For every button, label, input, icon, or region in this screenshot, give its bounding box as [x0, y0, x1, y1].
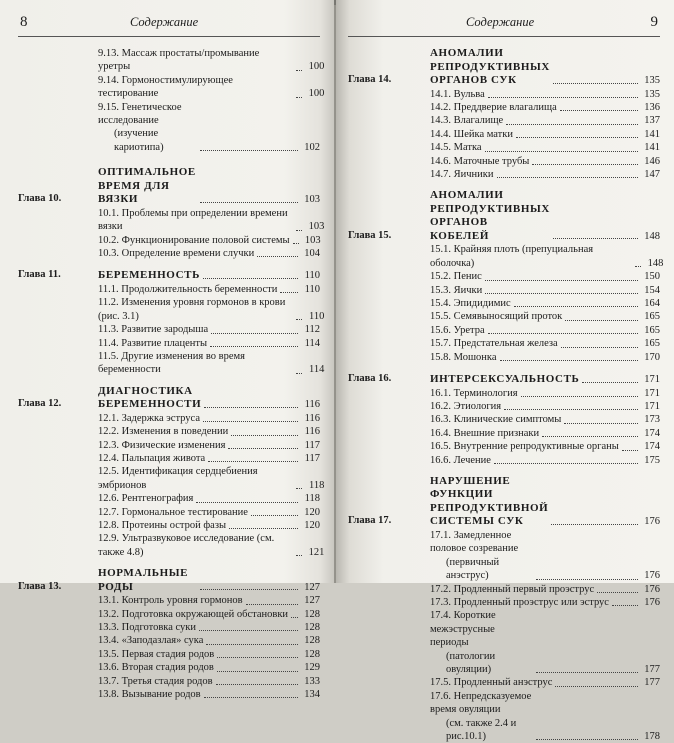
toc-entry	[18, 492, 320, 505]
toc-entry	[18, 608, 320, 621]
toc-entry-page: 165	[644, 324, 660, 336]
dot-leader	[203, 421, 298, 422]
chapter-heading	[348, 47, 660, 88]
toc-entry-page: 141	[644, 128, 660, 140]
toc-entry-title-line: (патологии овуляции)	[446, 650, 496, 675]
chapter-title-line: ДИАГНОСТИКА БЕРЕМЕННОСТИ	[98, 384, 202, 411]
toc-entry-title: 14.5. Матка	[430, 142, 482, 154]
toc-entry-title: 13.3. Подготовка суки	[98, 622, 197, 633]
dot-leader	[536, 739, 639, 740]
dot-leader	[296, 70, 302, 71]
toc-entry	[18, 101, 320, 155]
toc-entry-page: 173	[644, 414, 660, 426]
toc-entry-title: 10.1. Проблемы при определении времени вязки	[98, 207, 288, 233]
dot-leader	[291, 617, 298, 618]
toc-entry-title: 14.7. Яичники	[430, 168, 494, 180]
toc-entry-page: 114	[304, 337, 320, 349]
toc-entry-title: 10.2. Функционирование половой системы	[98, 234, 290, 246]
chapter-block	[348, 475, 660, 743]
toc-entry-title: 11.3. Развитие зародыша	[98, 324, 209, 336]
chapter-title	[98, 567, 197, 594]
toc-entry-page: 171	[644, 400, 660, 412]
toc-entry	[348, 243, 664, 270]
chapter-title	[430, 475, 548, 529]
toc-entry	[348, 284, 660, 297]
dot-leader	[217, 657, 298, 658]
dot-leader	[200, 150, 299, 151]
dot-leader	[555, 686, 638, 687]
toc-entry-title: 14.2. Преддверие влагалища	[430, 101, 557, 113]
dot-leader	[204, 407, 298, 408]
toc-entry-title-line: (изучение кариотипа)	[114, 128, 164, 153]
toc-entry-title: 9.14. Гормоностимулирующее тестирование	[98, 74, 233, 100]
dot-leader	[488, 97, 638, 98]
toc-entry-title: 16.5. Внутренние репродуктивные органы	[430, 441, 619, 453]
toc-entry-page: 135	[644, 88, 660, 100]
toc-entry	[18, 519, 320, 532]
right-page	[336, 0, 674, 743]
toc-entry	[348, 168, 660, 181]
toc-entry-title: 12.7. Гормональное тестирование	[98, 506, 248, 518]
chapter-title-line: ОРГАНОВ КОБЕЛЕЙ	[430, 216, 490, 242]
toc-entry-title: 15.1. Крайняя плоть (препуциальная оболочка)	[430, 244, 594, 269]
dot-leader	[485, 293, 638, 294]
toc-entry-page: 150	[644, 271, 660, 283]
toc-entry-page: 146	[644, 155, 660, 167]
toc-entry	[348, 155, 660, 168]
toc-entry	[18, 661, 320, 674]
toc-entry-page: 117	[304, 452, 320, 464]
toc-entry-page: 116	[304, 426, 320, 438]
toc-entry	[18, 465, 325, 492]
toc-entry-page: 120	[304, 506, 320, 518]
dot-leader	[296, 230, 302, 231]
toc-entry-page: 114	[308, 364, 325, 376]
dot-leader	[293, 243, 299, 244]
toc-entry-title: 14.3. Влагалище	[430, 115, 504, 127]
dot-leader	[217, 671, 298, 672]
toc-entry	[348, 690, 660, 743]
toc-entry-title: 10.3. Определение времени случки	[98, 247, 255, 259]
dot-leader	[635, 266, 641, 267]
chapter-label: Глава 17.	[348, 515, 392, 527]
toc-entry-title: 12.2. Изменения в поведении	[98, 426, 229, 438]
dot-leader	[514, 306, 638, 307]
dot-leader	[210, 346, 298, 347]
chapter-title-line: ОРГАНОВ СУК	[430, 74, 517, 86]
chapter-page: 148	[644, 230, 660, 242]
toc-entry-title-line: 17.6. Непредсказуемое время овуляции	[430, 690, 532, 716]
toc-entry-title: 12.9. Ультразвуковое исследование (см. также 4.8)	[98, 533, 275, 558]
chapter-label: Глава 11.	[18, 269, 61, 281]
toc-entry	[348, 101, 660, 114]
toc-entry-title: 15.8. Мошонка	[430, 351, 497, 363]
left-running-title: Содержание	[130, 15, 199, 29]
toc-entry	[18, 247, 320, 260]
dot-leader	[536, 672, 639, 673]
chapter-title	[98, 166, 197, 207]
dot-leader	[246, 604, 298, 605]
toc-entry	[348, 337, 660, 350]
toc-entry	[18, 621, 320, 634]
chapter-title-line: ОПТИМАЛЬНОЕ ВРЕМЯ ДЛЯ ВЯЗКИ	[98, 166, 196, 206]
toc-entry-page: 171	[644, 387, 660, 399]
left-chapter-list	[18, 166, 325, 701]
toc-entry	[18, 452, 320, 465]
toc-entry-page: 102	[304, 141, 320, 153]
toc-entry	[18, 74, 325, 101]
dot-leader	[257, 256, 298, 257]
toc-entry-page: 127	[304, 595, 320, 607]
toc-entry-page: 103	[304, 234, 321, 246]
toc-entry	[18, 337, 320, 350]
dot-leader	[229, 528, 298, 529]
chapter-page: 110	[304, 270, 320, 282]
toc-entry-page: 128	[304, 622, 320, 633]
toc-entry-page: 128	[304, 635, 320, 647]
dot-leader	[488, 333, 638, 334]
toc-entry	[348, 427, 660, 440]
toc-entry	[348, 114, 660, 127]
right-chapter-list	[348, 47, 664, 743]
toc-entry-title: 14.6. Маточные трубы	[430, 155, 530, 167]
toc-entry-page: 170	[644, 351, 660, 363]
dot-leader	[582, 382, 638, 383]
toc-entry-title: 11.5. Другие изменения во время беременности	[98, 350, 245, 376]
toc-entry-title: 12.3. Физические изменения	[98, 439, 226, 451]
toc-entry-title-line: (первичный анэструс)	[446, 556, 500, 582]
toc-entry	[348, 128, 660, 141]
toc-entry-page: 129	[304, 662, 320, 674]
chapter-page: 103	[304, 194, 320, 206]
chapter-title-line: НАРУШЕНИЕ ФУНКЦИИ РЕПРОДУКТИВНОЙ	[430, 474, 549, 514]
toc-entry	[348, 324, 660, 337]
toc-entry-title: 13.5. Первая стадия родов	[98, 648, 215, 660]
chapter-title-line: АНОМАЛИИ РЕПРОДУКТИВНЫХ	[430, 189, 550, 215]
dot-leader	[296, 555, 302, 556]
toc-entry-page: 176	[644, 596, 660, 608]
dot-leader	[200, 589, 299, 590]
toc-entry-page: 178	[644, 731, 660, 743]
toc-entry-title: 15.5. Семявыносящий проток	[430, 311, 563, 323]
toc-entry-title-line: 17.4. Короткие межэструсные периоды	[430, 610, 496, 649]
toc-entry-title: 16.2. Этиология	[430, 400, 502, 412]
toc-entry	[18, 439, 320, 452]
dot-leader	[485, 280, 638, 281]
toc-entry-title: 11.4. Развитие плаценты	[98, 337, 208, 349]
toc-entry-title: 13.8. Вызывание родов	[98, 689, 201, 701]
dot-leader	[228, 448, 298, 449]
toc-entry-page: 103	[308, 221, 325, 233]
dot-leader	[199, 630, 298, 631]
toc-entry-title: 13.1. Контроль уровня гормонов	[98, 595, 243, 607]
dot-leader	[536, 579, 639, 580]
toc-entry	[348, 387, 660, 400]
dot-leader	[296, 319, 302, 320]
toc-entry-title: 16.6. Лечение	[430, 454, 491, 466]
dot-leader	[542, 436, 638, 437]
toc-entry	[18, 234, 320, 247]
toc-entry	[18, 506, 320, 519]
toc-entry	[18, 350, 325, 377]
toc-entry	[348, 676, 660, 689]
toc-entry-page: 104	[304, 247, 320, 259]
toc-entry-page: 133	[304, 675, 320, 687]
chapter-title	[98, 269, 200, 283]
toc-entry-title: 17.2. Продленный первый проэструс	[430, 583, 595, 595]
dot-leader	[251, 515, 298, 516]
toc-entry-page: 148	[647, 257, 664, 269]
toc-entry-page: 112	[304, 324, 320, 336]
toc-entry-page: 176	[644, 570, 660, 582]
toc-entry-page: 118	[304, 493, 320, 505]
right-page-number: 9	[650, 14, 658, 30]
dot-leader	[597, 592, 638, 593]
toc-entry	[348, 270, 660, 283]
chapter-heading	[18, 268, 320, 283]
dot-leader	[280, 292, 298, 293]
toc-entry-title-line: 9.15. Генетическое исследование	[98, 101, 182, 127]
toc-entry-title: 17.5. Продленный анэструс	[430, 677, 553, 689]
toc-entry-page: 116	[304, 412, 320, 424]
toc-entry	[348, 609, 660, 676]
chapter-block	[348, 189, 664, 364]
toc-entry-page: 128	[304, 648, 320, 660]
toc-entry-title: 14.1. Вульва	[430, 88, 485, 100]
chapter-title	[98, 385, 201, 412]
toc-entry	[18, 207, 325, 234]
toc-entry	[348, 88, 660, 101]
toc-entry-page: 164	[644, 297, 660, 309]
toc-entry	[348, 297, 660, 310]
dot-leader	[296, 488, 302, 489]
toc-entry-page: 117	[304, 439, 320, 451]
dot-leader	[206, 644, 298, 645]
chapter-label: Глава 13.	[18, 580, 62, 592]
dot-leader	[521, 396, 638, 397]
toc-entry	[18, 425, 320, 438]
dot-leader	[208, 461, 298, 462]
toc-entry-title: 16.4. Внешние признаки	[430, 427, 540, 439]
toc-entry-title	[430, 609, 533, 676]
toc-entry-title: 13.2. Подготовка окружающей обстановки	[98, 608, 289, 620]
toc-entry-title: 15.4. Эпидидимис	[430, 297, 511, 309]
toc-entry-title	[430, 690, 533, 743]
chapter-title-line: АНОМАЛИИ РЕПРОДУКТИВНЫХ	[430, 47, 550, 73]
chapter-label: Глава 14.	[348, 74, 392, 85]
chapter-heading	[348, 189, 660, 243]
toc-entry-title: 12.4. Пальпация живота	[98, 452, 206, 464]
toc-entry-page: 154	[644, 284, 660, 296]
toc-entry	[18, 532, 325, 559]
toc-entry-title-line: 17.1. Замедленное половое созревание	[430, 529, 519, 555]
left-running-head	[18, 0, 320, 37]
dot-leader	[560, 110, 638, 111]
toc-entry-title: 15.3. Яички	[430, 284, 483, 296]
toc-entry	[18, 323, 320, 336]
toc-entry	[348, 440, 660, 453]
toc-entry-page: 100	[308, 61, 325, 73]
right-running-title: Содержание	[466, 15, 535, 29]
toc-entry-title: 12.5. Идентификация сердцебиения эмбрионов	[98, 466, 258, 491]
dot-leader	[553, 238, 638, 239]
toc-entry-title: 11.1. Продолжительность беременности	[98, 283, 278, 295]
dot-leader	[506, 124, 638, 125]
dot-leader	[565, 320, 638, 321]
toc-entry-page: 136	[644, 101, 660, 113]
chapter-block	[348, 372, 660, 467]
toc-entry-title: 12.8. Протеины острой фазы	[98, 519, 227, 531]
toc-entry-page: 128	[304, 608, 320, 620]
chapter-label: Глава 15.	[348, 229, 392, 241]
dot-leader	[612, 605, 638, 606]
dot-leader	[211, 333, 298, 334]
chapter-block	[18, 268, 325, 376]
toc-entry-page: 174	[644, 427, 660, 439]
dot-leader	[296, 373, 302, 374]
toc-entry-page: 165	[644, 338, 660, 350]
toc-entry-page: 147	[644, 168, 660, 180]
dot-leader	[296, 97, 302, 98]
toc-entry	[18, 688, 320, 701]
toc-entry-title: 15.2. Пенис	[430, 271, 482, 283]
chapter-title-line: НОРМАЛЬНЫЕ РОДЫ	[98, 567, 189, 593]
chapter-title-line: БЕРЕМЕННОСТЬ	[98, 269, 200, 282]
toc-entry	[18, 412, 320, 425]
toc-entry-page: 176	[644, 583, 660, 595]
chapter-heading	[348, 475, 660, 529]
chapter-label: Глава 16.	[348, 373, 392, 384]
left-leading-entries	[18, 47, 325, 154]
chapter-page: 135	[644, 75, 660, 86]
chapter-page: 127	[304, 581, 320, 593]
dot-leader	[497, 177, 639, 178]
chapter-heading	[18, 166, 320, 207]
toc-entry-page: 177	[644, 677, 660, 689]
toc-entry	[348, 454, 660, 467]
toc-entry	[348, 400, 660, 413]
toc-entry-page: 134	[304, 689, 320, 701]
chapter-label: Глава 10.	[18, 193, 62, 205]
toc-entry	[348, 529, 660, 583]
toc-entry-page: 110	[308, 310, 325, 322]
left-page	[0, 0, 334, 701]
toc-entry	[18, 283, 320, 296]
toc-entry	[348, 583, 660, 596]
left-page-number: 8	[20, 14, 28, 30]
toc-entry-title: 14.4. Шейка матки	[430, 128, 513, 140]
toc-entry	[348, 413, 660, 426]
toc-entry-page: 120	[304, 519, 320, 531]
chapter-block	[18, 567, 320, 701]
dot-leader	[200, 202, 299, 203]
toc-entry-title: 16.3. Клинические симптомы	[430, 414, 562, 426]
toc-entry-page: 175	[644, 454, 660, 466]
toc-entry	[348, 351, 660, 364]
right-running-head	[348, 0, 660, 37]
dot-leader	[203, 278, 298, 279]
chapter-heading	[348, 372, 660, 387]
dot-leader	[485, 151, 638, 152]
toc-entry-title: 13.6. Вторая стадия родов	[98, 662, 214, 674]
dot-leader	[504, 409, 638, 410]
toc-entry	[348, 310, 660, 323]
dot-leader	[204, 697, 298, 698]
dot-leader	[216, 684, 298, 685]
toc-entry	[18, 296, 325, 323]
toc-entry-page: 100	[308, 88, 325, 100]
toc-entry-title: 9.13. Массаж простаты/промывание уретры	[98, 48, 260, 73]
toc-entry-title-line: (см. также 2.4 и рис.10.1)	[446, 717, 517, 743]
toc-entry-page: 121	[308, 546, 325, 558]
chapter-label: Глава 12.	[18, 398, 62, 410]
chapter-page: 176	[644, 516, 660, 528]
dot-leader	[500, 360, 638, 361]
chapter-title	[430, 373, 579, 387]
toc-entry-page: 177	[644, 664, 660, 675]
chapter-block	[348, 47, 660, 181]
toc-entry	[348, 596, 660, 609]
dot-leader	[622, 450, 638, 451]
dot-leader	[561, 347, 638, 348]
chapter-title	[430, 189, 550, 243]
toc-entry-page: 165	[644, 311, 660, 323]
toc-entry-title	[98, 101, 197, 155]
toc-entry-title: 12.6. Рентгенография	[98, 493, 194, 505]
dot-leader	[516, 137, 638, 138]
toc-entry	[18, 47, 325, 74]
toc-entry	[18, 594, 320, 607]
toc-entry-title: 16.1. Терминология	[430, 387, 518, 399]
toc-entry-title: 17.3. Продленный проэструс или эструс	[430, 596, 609, 608]
toc-entry-page: 118	[308, 479, 325, 491]
toc-entry-page: 141	[644, 142, 660, 154]
toc-entry	[18, 675, 320, 688]
dot-leader	[494, 463, 638, 464]
toc-entry-title: 12.1. Задержка эструса	[98, 412, 200, 424]
chapter-title	[430, 47, 550, 88]
toc-entry-title: 11.2. Изменения уровня гормонов в крови (рис. 3.1)	[98, 297, 286, 322]
toc-entry-title: 15.7. Предстательная железа	[430, 338, 558, 350]
toc-entry-title: 15.6. Уретра	[430, 324, 485, 336]
chapter-heading	[18, 385, 320, 412]
dot-leader	[553, 83, 638, 84]
dot-leader	[231, 435, 298, 436]
toc-entry-title	[430, 529, 533, 583]
toc-entry	[18, 648, 320, 661]
dot-leader	[196, 502, 298, 503]
chapter-block	[18, 384, 325, 559]
chapter-page: 116	[304, 399, 320, 411]
toc-entry	[348, 141, 660, 154]
chapter-heading	[18, 567, 320, 594]
chapter-block	[18, 166, 325, 260]
chapter-page: 171	[644, 374, 660, 385]
toc-entry-title: 13.4. «Заподазлая» сука	[98, 635, 204, 647]
toc-entry-title: 13.7. Третья стадия родов	[98, 675, 213, 687]
dot-leader	[564, 423, 638, 424]
toc-entry-page: 110	[304, 283, 320, 295]
chapter-title-line: СИСТЕМЫ СУК	[430, 515, 524, 528]
toc-entry-page: 174	[644, 441, 660, 453]
dot-leader	[551, 524, 638, 525]
toc-entry-page: 137	[644, 115, 660, 127]
dot-leader	[532, 164, 638, 165]
chapter-title-line: ИНТЕРСЕКСУАЛЬНОСТЬ	[430, 373, 580, 385]
toc-entry	[18, 634, 320, 647]
